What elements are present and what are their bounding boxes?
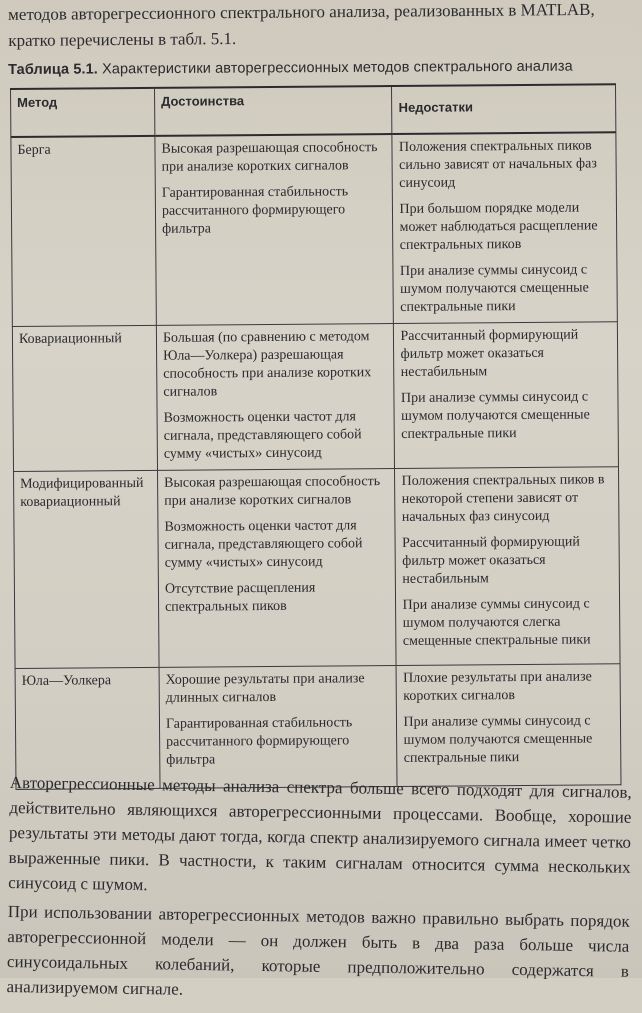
header-advantages: Достоинства <box>154 86 392 136</box>
disadvantages-cell <box>392 132 617 323</box>
advantage-item: Высокая разрешающая способность при анализе коротких сигналов <box>164 474 381 509</box>
disadvantage-item: Положения спектральных пиков сильно зависят от начальных фаз синусоид <box>398 138 597 191</box>
disadvantage-item: Рассчитанный формирующий фильтр может оказаться нестабильным <box>400 327 579 380</box>
advantage-item: Возможность оценки частот для сигнала, представляющего собой сумму «чистых» синусоид <box>163 409 362 462</box>
method-cell: Юла—Уолкера <box>15 667 160 789</box>
disadvantage-item: При анализе суммы синусоид с шумом получаются смещенные спектральные пики <box>399 262 589 315</box>
table-caption-label: Таблица 5.1. <box>8 61 98 78</box>
advantage-item: Отсутствие расщепления спектральных пиков <box>164 580 316 615</box>
method-cell: Модифицированный ковариационный <box>14 470 160 668</box>
body-text <box>6 770 632 1013</box>
disadvantage-item: При анализе суммы синусоид с шумом получаются смещенные спектральные пики <box>400 389 590 442</box>
characteristics-table <box>10 83 621 790</box>
advantages-cell <box>157 468 396 667</box>
disadvantage-item: Рассчитанный формирующий фильтр может оказаться нестабильным <box>402 534 580 587</box>
disadvantage-item: Плохие результаты при анализе коротких сигналов <box>403 669 592 704</box>
header-method: Метод <box>11 88 155 137</box>
advantages-cell <box>159 665 397 788</box>
table-caption <box>8 59 573 78</box>
disadvantage-item: При большом порядке модели может наблюдаться расщепление спектральных пиков <box>399 200 598 253</box>
paragraph: При использовании авторегрессионных методов важно правильно выбрать порядок авторегрессионной модели — он должен быть в два раза больше числа синусоидальных колебаний, которые предположительно содержатся в анализируемом сигнале. <box>6 901 630 999</box>
advantage-item: Гарантированная стабильность рассчитанного формирующего фильтра <box>165 715 353 768</box>
table-row-covariance <box>12 322 618 472</box>
disadvantage-item: При анализе суммы синусоид с шумом получаются слегка смещенные спектральные пики <box>402 596 591 649</box>
intro-text: методов авторегрессионного спектрального анализа, реализованных в MATLAB, кратко перечислены в табл. 5.1. <box>8 0 595 50</box>
advantage-item: Большая (по сравнению с методом Юла—Уолкера) разрешающая способность при анализе коротких сигналов <box>162 329 372 400</box>
disadvantages-cell <box>395 467 620 666</box>
table-row-burg <box>11 132 617 326</box>
disadvantages-cell <box>394 322 619 469</box>
method-cell: Берга <box>11 136 156 327</box>
table-row-modified-covariance <box>14 467 621 669</box>
method-cell: Ковариационный <box>12 325 157 471</box>
advantages-cell <box>155 134 394 325</box>
advantages-cell <box>156 323 395 470</box>
paragraph: Авторегрессионные методы анализа спектра больше всего подходят для сигналов, действительно являющихся авторегрессионными процессами. Вообще, хорошие результаты эти методы дают тогда, когда спектр анализируемого сигнала имеет четко выраженные пики. В частности, к таким сигналам относится сумма нескольких синусоид с шумом. <box>8 772 632 895</box>
advantage-item: Хорошие результаты при анализе длинных сигналов <box>165 671 365 706</box>
advantage-item: Возможность оценки частот для сигнала, представляющего собой сумму «чистых» синусоид <box>164 518 363 571</box>
table-header-row <box>11 84 616 137</box>
disadvantage-item: При анализе суммы синусоид с шумом получаются смещенные спектральные пики <box>403 713 593 766</box>
advantage-item: Гарантированная стабильность рассчитанного формирующего фильтра <box>161 184 349 237</box>
header-disadvantages: Недостатки <box>392 84 616 134</box>
advantage-item: Высокая разрешающая способность при анализе коротких сигналов <box>161 140 378 175</box>
disadvantages-cell <box>397 664 621 787</box>
table-caption-text: Характеристики авторегрессионных методов спектрального анализа <box>101 58 573 78</box>
disadvantage-item: Положения спектральных пиков в некоторой степени зависят от начальных фаз синусоид <box>401 472 605 525</box>
